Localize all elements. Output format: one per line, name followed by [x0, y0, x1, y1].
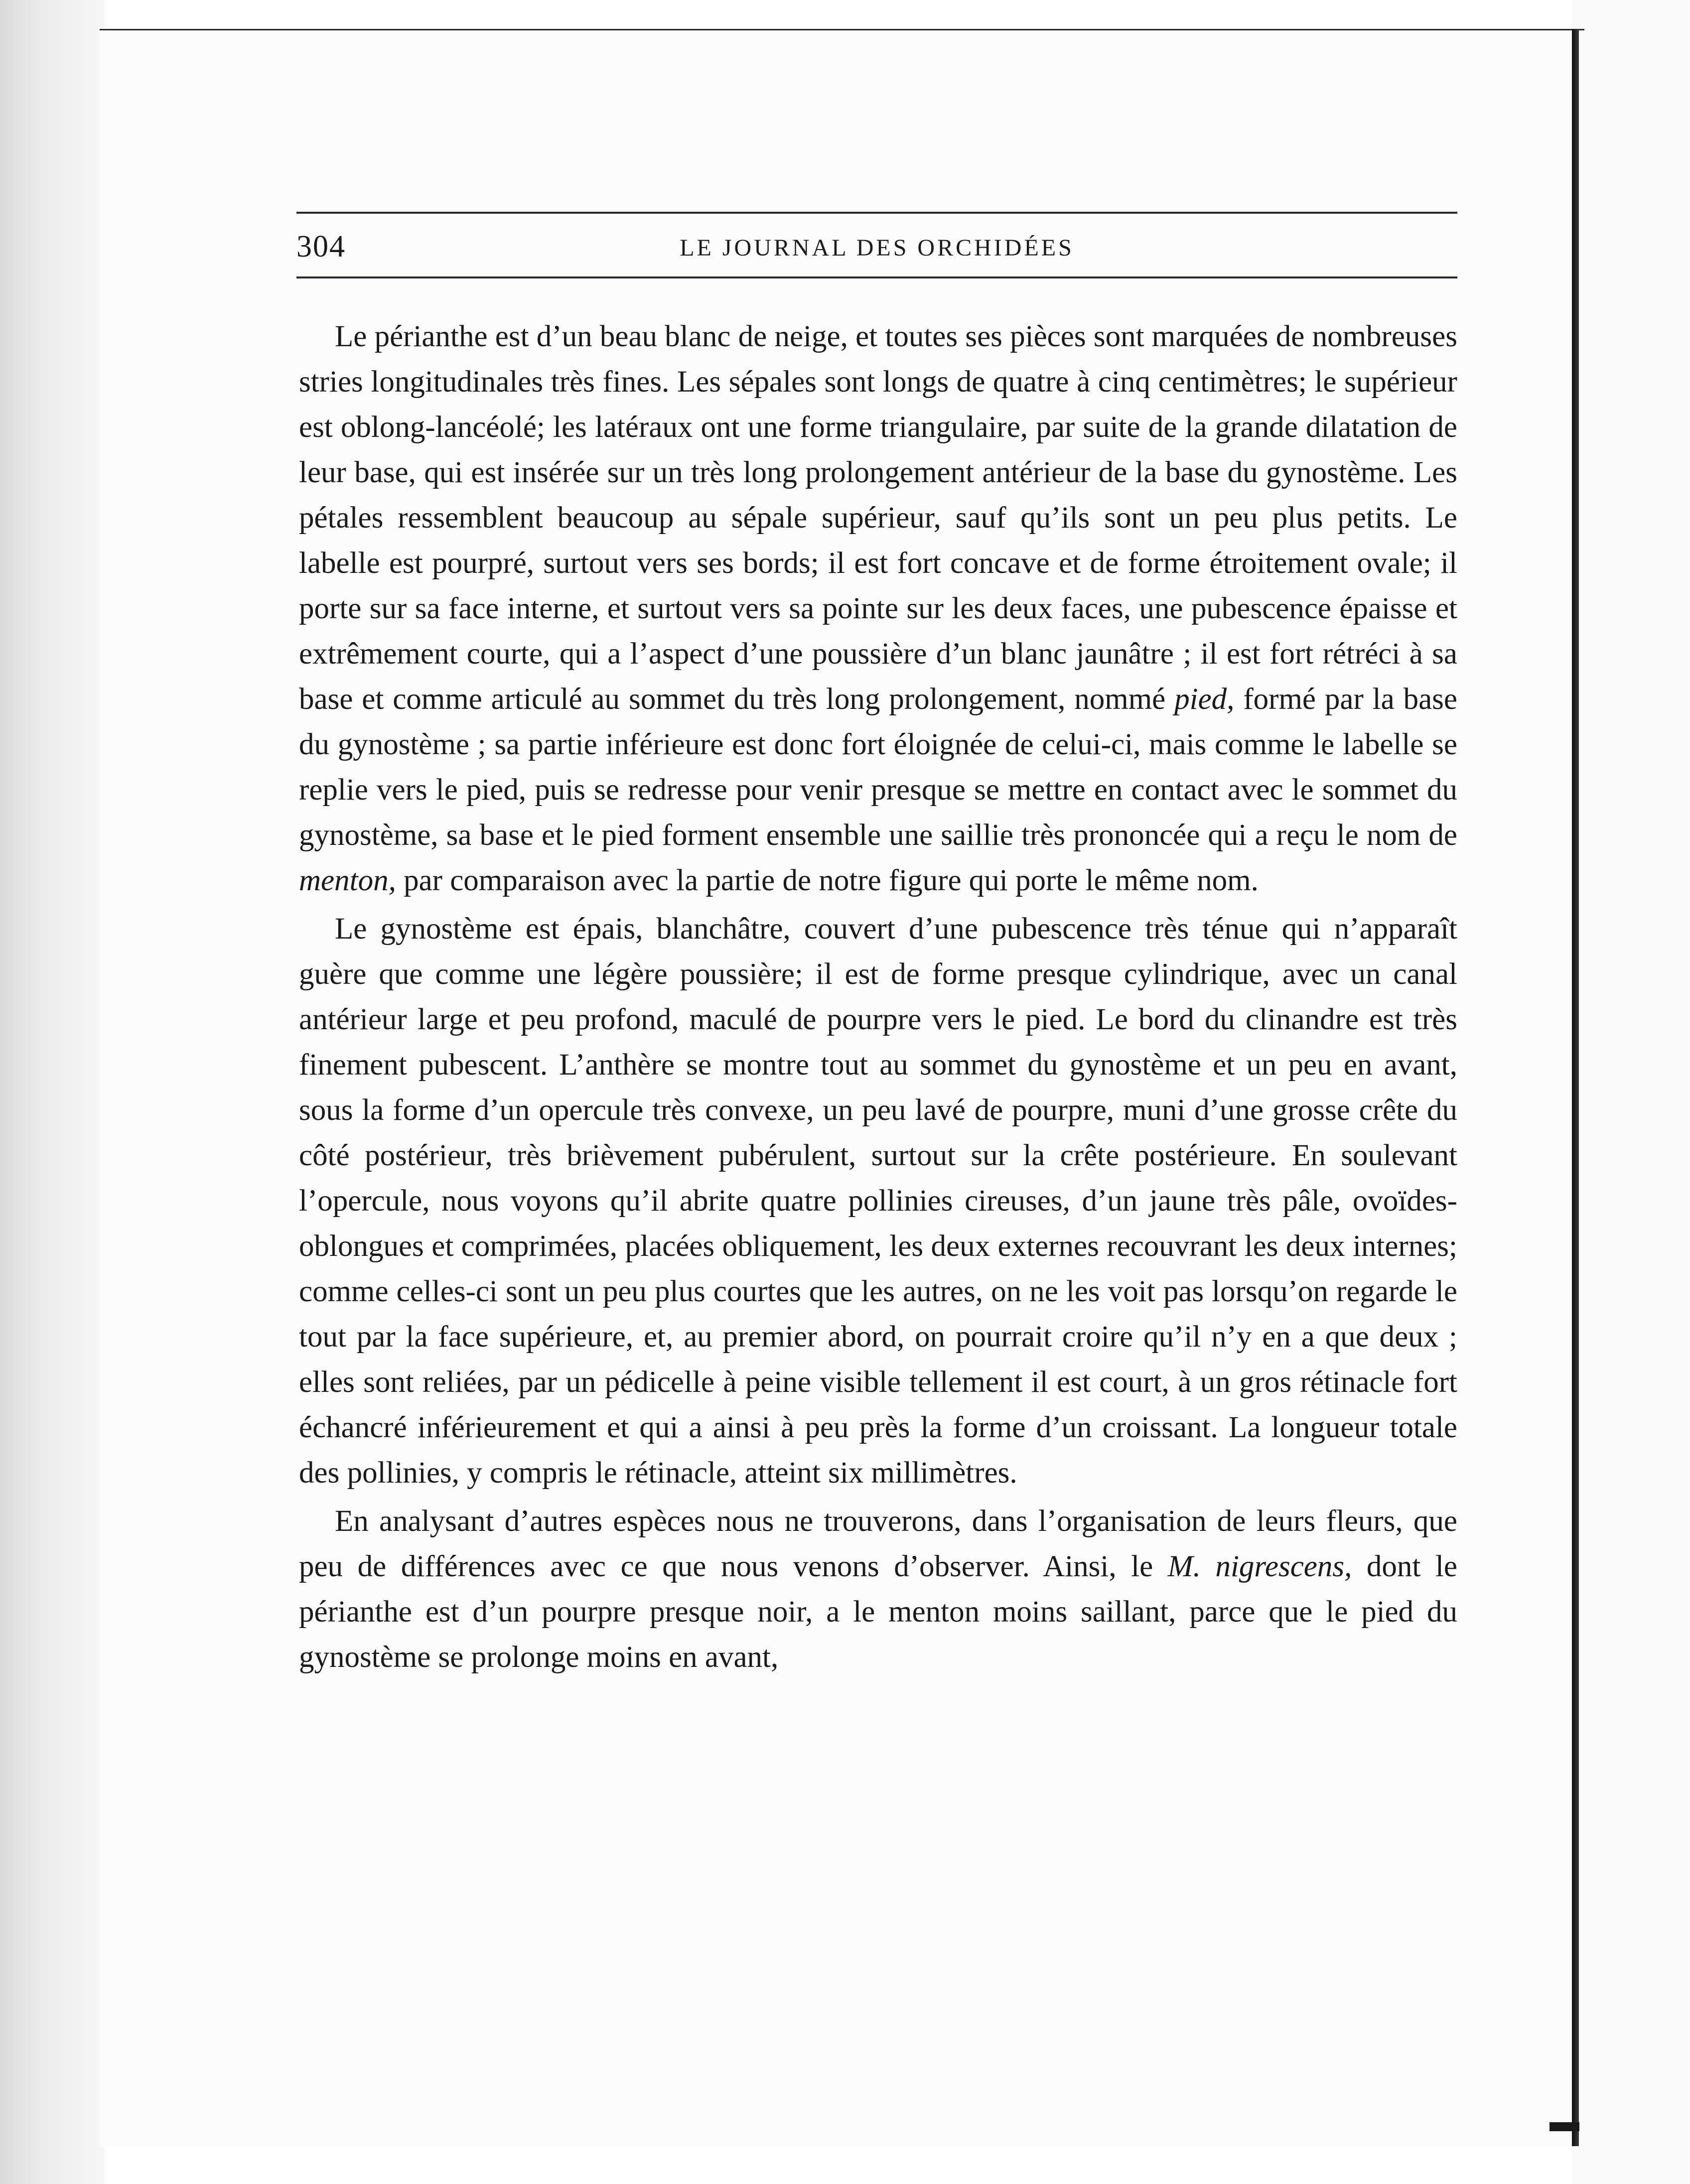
page-number: 304 — [296, 230, 346, 264]
page-top-edge — [100, 29, 1584, 30]
scanner-shadow-left — [0, 0, 105, 2184]
paragraph-other-species — [299, 1499, 1457, 1680]
header-rule-bottom — [296, 276, 1457, 278]
paragraph-gynostemium: Le gynostème est épais, blanchâtre, couvert d’une pubescence très ténue qui n’apparaît guère que comme une légère poussière; il est de forme presque cylindrique, avec un canal antérieur large et peu profond, maculé de pourpre vers le pied. Le bord du clinandre est très finement pubescent. L’anthère se montre tout au sommet du gynostème et un peu en avant, sous la forme d’un opercule très convexe, un peu lavé de pourpre, muni d’une grosse crête du côté postérieur, très brièvement pubérulent, surtout sur la crête postérieure. En soulevant l’opercule, nous voyons qu’il abrite quatre pollinies cireuses, d’un jaune très pâle, ovoïdes-oblongues et comprimées, placées obliquement, les deux externes recouvrant les deux internes; comme celles-ci sont un peu plus courtes que les autres, on ne les voit pas lorsqu’on regarde le tout par la face supérieure, et, au premier abord, on pourrait croire qu’il n’y en a que deux ; elles sont reliées, par un pédicelle à peine visible tellement il est court, à un gros rétinacle fort échancré inférieurement et qui a ainsi à peu près la forme d’un croissant. La longueur totale des pollinies, y compris le rétinacle, atteint six millimètres. — [299, 912, 1457, 1490]
paragraph-text: formé par la base du gynostème ; sa partie inférieure est donc fort éloignée de celui-ci, mais comme le labelle se replie vers le pied, puis se redresse pour venir presque se mettre en contact avec le sommet du gynostème, sa base et le pied forment ensemble une saillie très prononcée qui a reçu le nom de — [299, 682, 1457, 852]
paragraph-text: En analysant d’autres espèces nous ne trouverons, dans l’organisation de leurs fleurs, que peu de différences avec ce que nous venons d’observer. Ainsi, le — [299, 1504, 1457, 1583]
page-corner-mark — [1549, 2122, 1579, 2131]
paragraph-text: Le périanthe est d’un beau blanc de neige, et toutes ses pièces sont marquées de nombreuses stries longitudinales très fines. Les sépales sont longs de quatre à cinq centimètres; le supérieur est oblong-lancéolé; les latéraux ont une forme triangulaire, par suite de la grande dilatation de leur base, qui est insérée sur un très long prolongement antérieur de la base du gynostème. Les pétales ressemblent beaucoup au sépale supérieur, sauf qu’ils sont un peu plus petits. Le labelle est pourpré, surtout vers ses bords; il est fort concave et de forme étroitement ovale; il porte sur sa face interne, et surtout vers sa pointe sur les deux faces, une pubescence épaisse et extrêmement courte, qui a l’aspect d’une poussière d’un blanc jaunâtre ; il est fort rétréci à sa base et comme articulé au sommet du très long prolongement, nommé — [299, 320, 1457, 716]
paragraph-text: dont le périanthe est d’un pourpre presque noir, a le menton moins saillant, parce que le pied du gynostème se prolonge moins en avant, — [299, 1550, 1457, 1674]
body-text — [299, 314, 1457, 1680]
page-right-edge — [1572, 29, 1579, 2146]
header-rule-top — [296, 212, 1457, 214]
running-header — [296, 212, 1457, 286]
scanner-margin-right — [1572, 0, 1690, 2184]
italic-term-pied: pied, — [1174, 682, 1235, 716]
journal-title: LE JOURNAL DES ORCHIDÉES — [680, 235, 1074, 261]
paragraph-perianth — [299, 314, 1457, 903]
italic-species-name: M. nigrescens, — [1167, 1550, 1352, 1583]
italic-term-menton: menton, — [299, 864, 396, 897]
paragraph-text: par comparaison avec la partie de notre figure qui porte le même nom. — [396, 864, 1259, 897]
